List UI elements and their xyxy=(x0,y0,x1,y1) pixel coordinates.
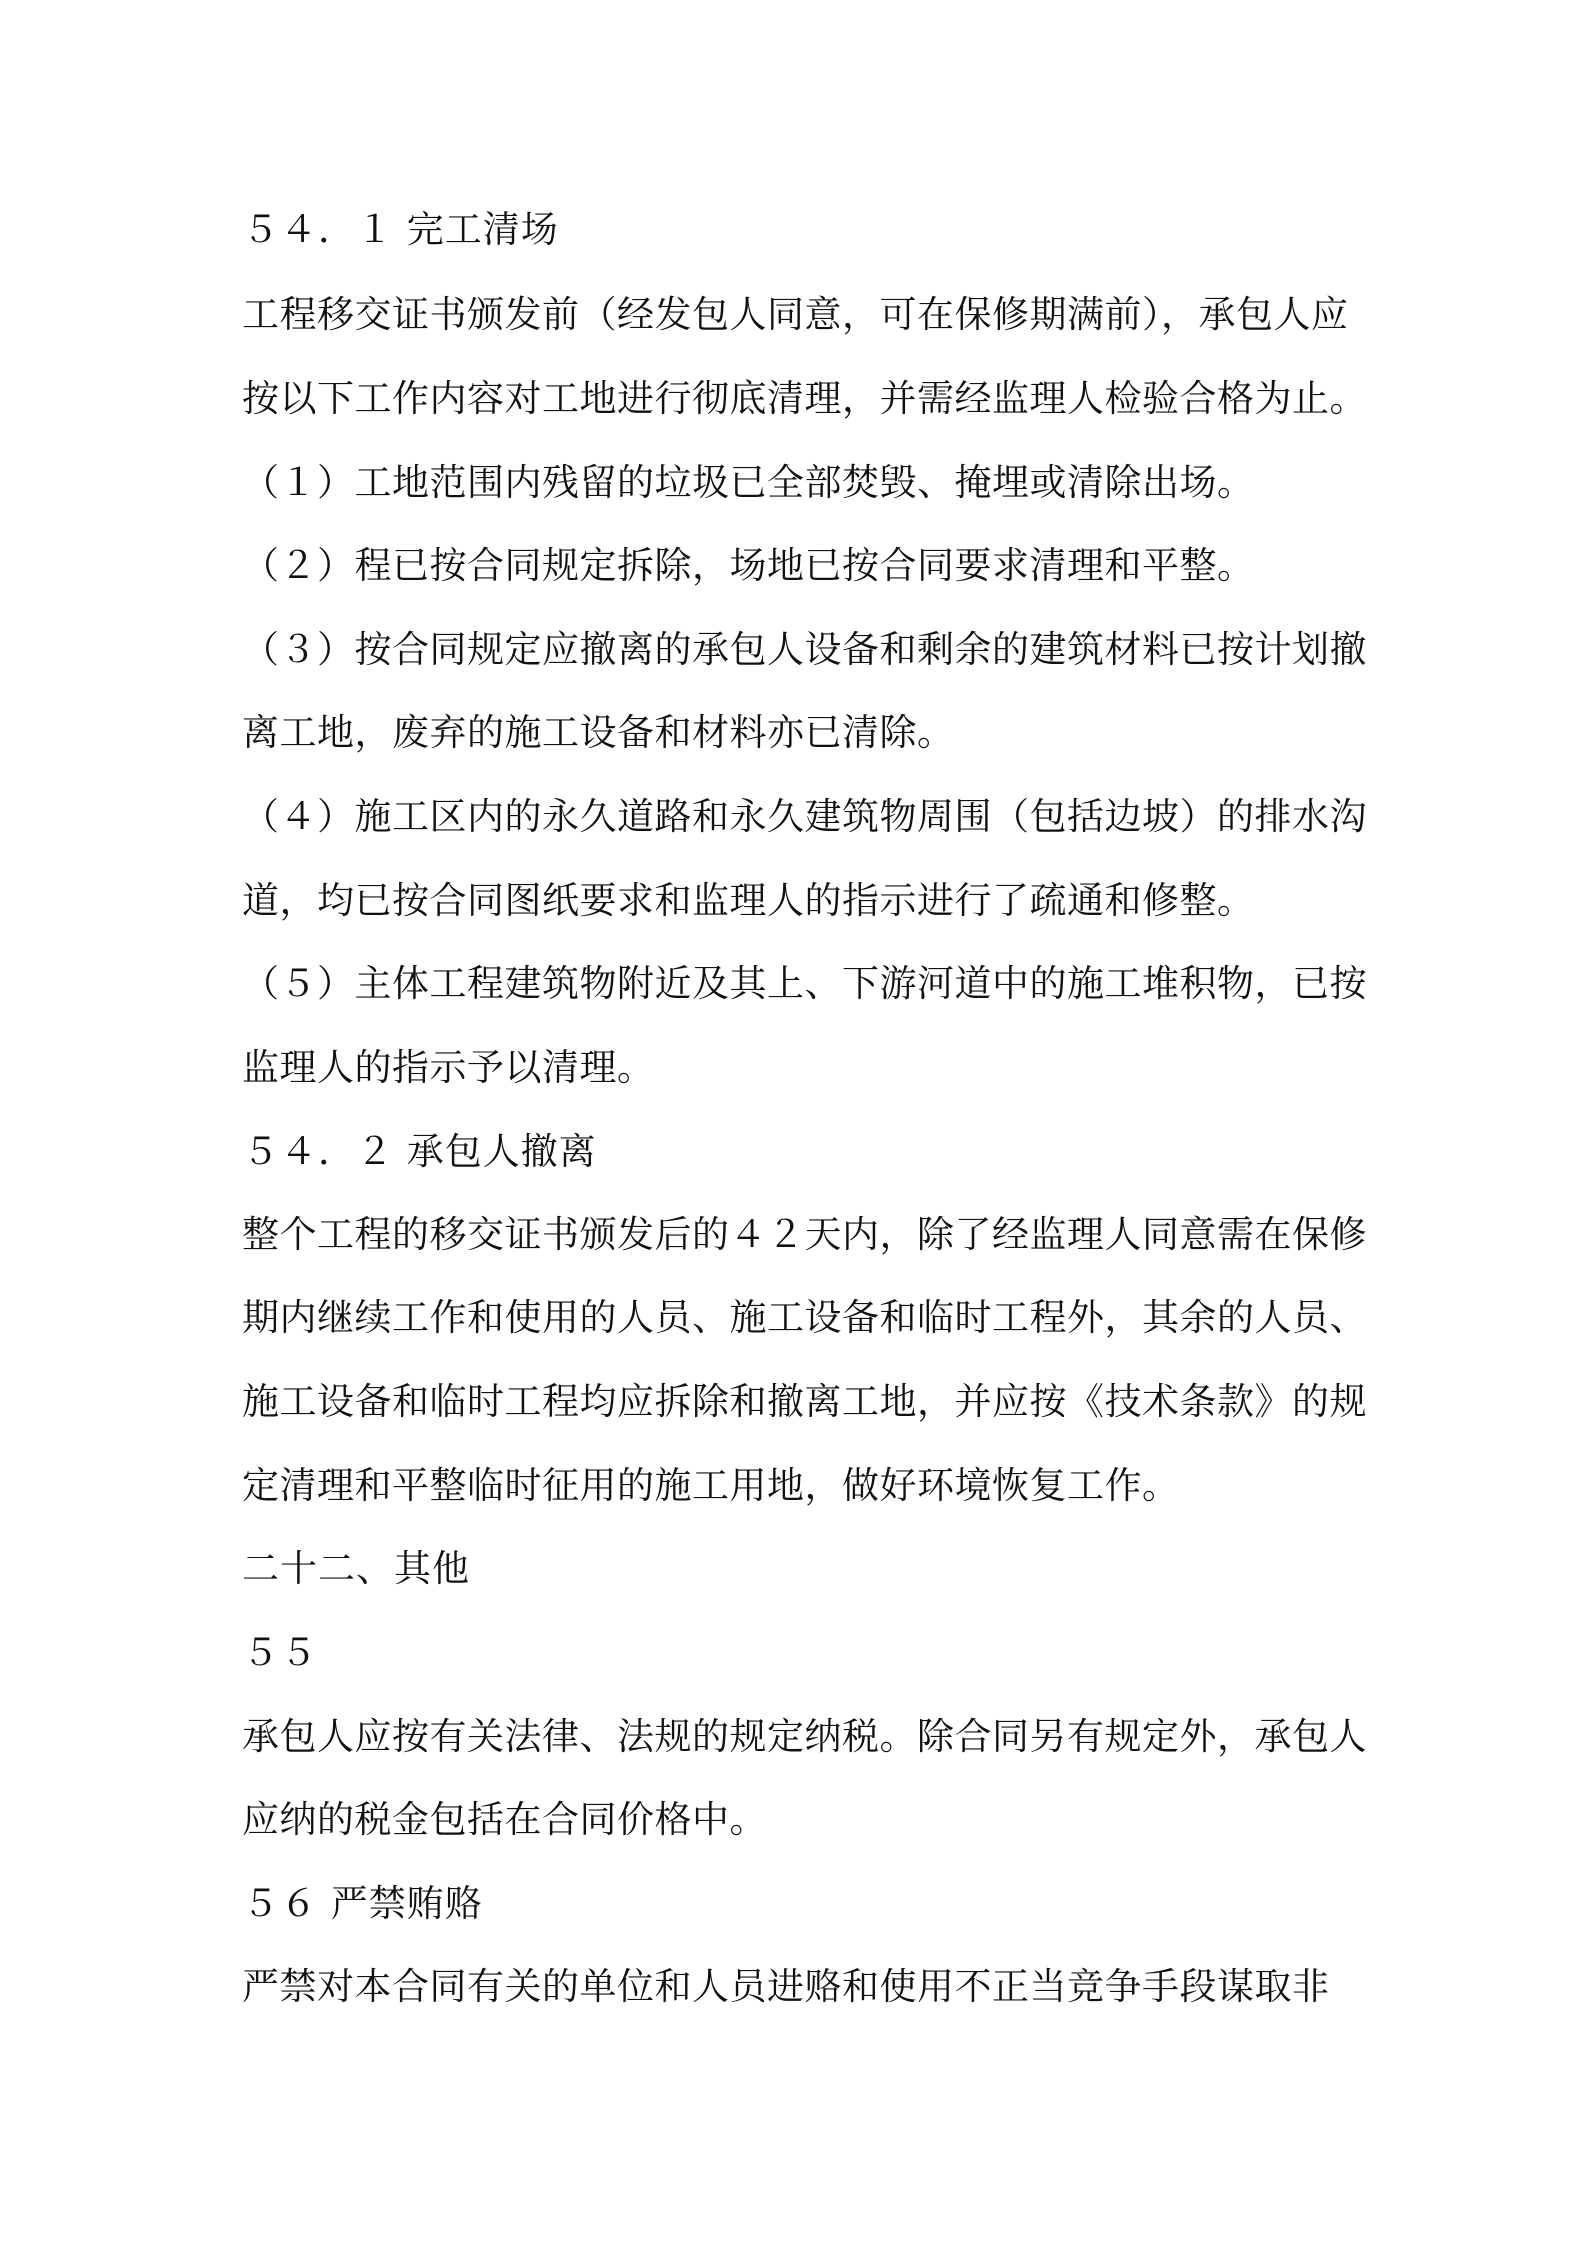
list-item-4-continued: 道，均已按合同图纸要求和监理人的指示进行了疏通和修整。 xyxy=(242,879,1255,922)
paragraph-line: 应纳的税金包括在合同价格中。 xyxy=(242,1798,767,1841)
paragraph-line: 施工设备和临时工程均应拆除和撤离工地，并应按《技术条款》的规 xyxy=(242,1380,1367,1423)
paragraph-line: 定清理和平整临时征用的施工用地，做好环境恢复工作。 xyxy=(242,1464,1180,1507)
paragraph-line: 工程移交证书颁发前（经发包人同意，可在保修期满前），承包人应 xyxy=(242,293,1349,336)
list-item-3: （３）按合同规定应撤离的承包人设备和剩余的建筑材料已按计划撤 xyxy=(242,628,1367,671)
list-item-5: （５）主体工程建筑物附近及其上、下游河道中的施工堆积物，已按 xyxy=(242,962,1367,1005)
list-item-1: （１）工地范围内残留的垃圾已全部焚毁、掩埋或清除出场。 xyxy=(242,461,1255,504)
section-heading-54-2: ５４．２ 承包人撤离 xyxy=(242,1130,597,1173)
list-item-5-continued: 监理人的指示予以清理。 xyxy=(242,1046,655,1089)
paragraph-line: 整个工程的移交证书颁发后的４２天内，除了经监理人同意需在保修 xyxy=(242,1213,1367,1256)
paragraph-line: 严禁对本合同有关的单位和人员进赂和使用不正当竞争手段谋取非 xyxy=(242,1965,1330,2008)
section-heading-55: ５５ xyxy=(242,1631,318,1674)
list-item-4: （４）施工区内的永久道路和永久建筑物周围（包括边坡）的排水沟 xyxy=(242,795,1367,838)
section-heading-54-1: ５４．１ 完工清场 xyxy=(242,208,559,251)
paragraph-line: 承包人应按有关法律、法规的规定纳税。除合同另有规定外，承包人 xyxy=(242,1715,1367,1758)
paragraph-line: 按以下工作内容对工地进行彻底清理，并需经监理人检验合格为止。 xyxy=(242,377,1367,420)
paragraph-line: 期内继续工作和使用的人员、施工设备和临时工程外，其余的人员、 xyxy=(242,1296,1367,1339)
list-item-2: （２）程已按合同规定拆除，场地已按合同要求清理和平整。 xyxy=(242,544,1255,587)
list-item-3-continued: 离工地，废弃的施工设备和材料亦已清除。 xyxy=(242,711,955,754)
chapter-heading: 二十二、其他 xyxy=(242,1547,470,1590)
section-heading-56: ５６ 严禁贿赂 xyxy=(242,1882,483,1925)
